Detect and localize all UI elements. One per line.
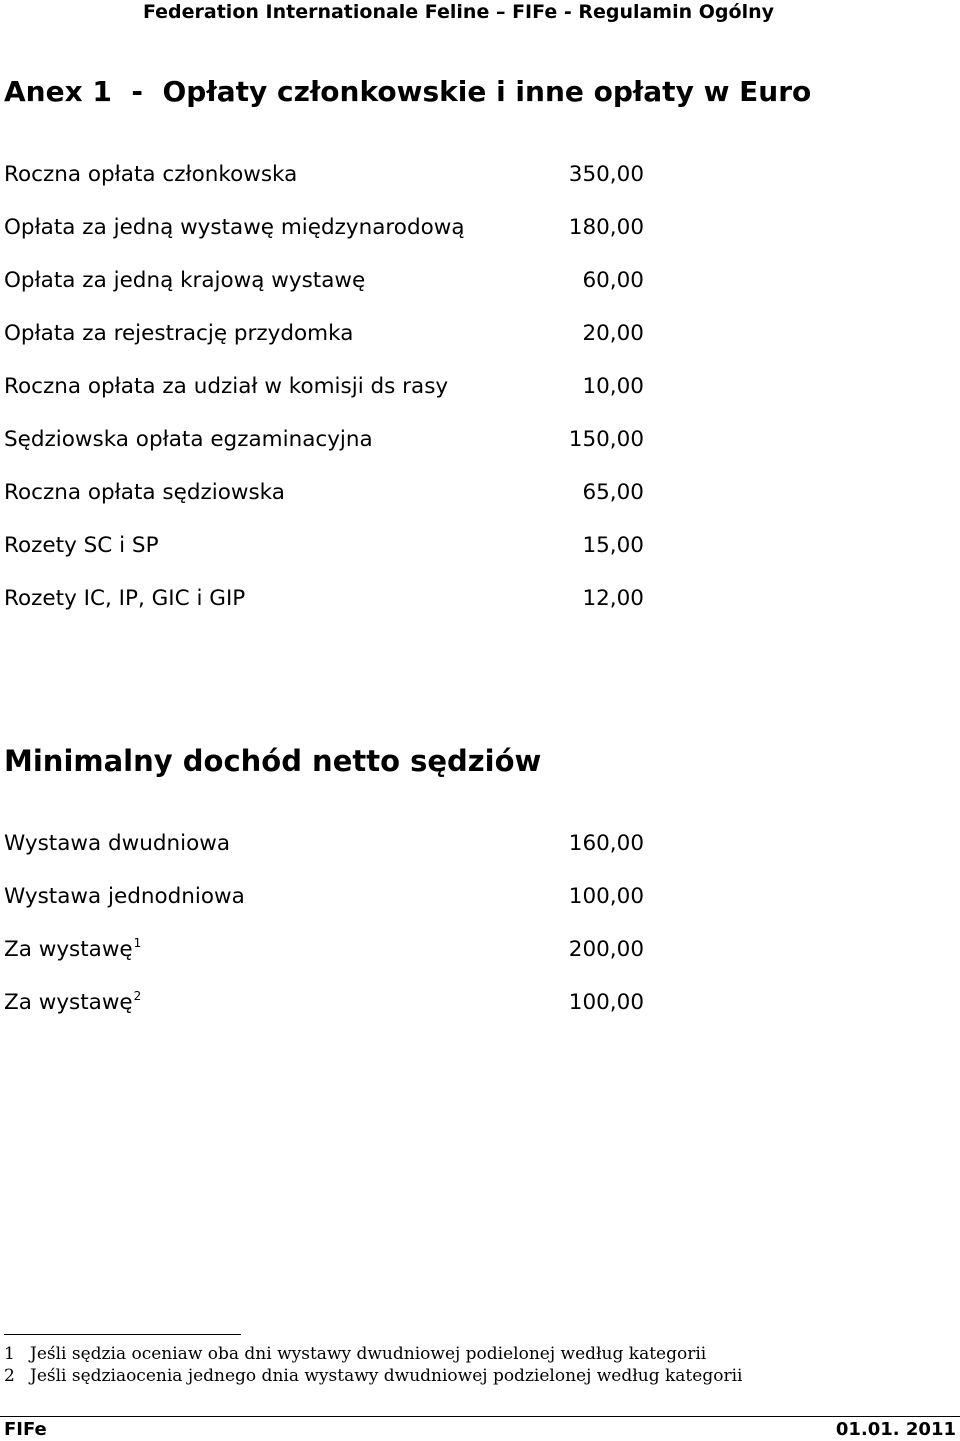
- income-label-text: Za wystawę: [4, 937, 133, 962]
- footnote: [4, 1343, 742, 1365]
- fee-value: 12,00: [582, 586, 644, 611]
- footer-date: 01.01. 2011: [835, 1419, 956, 1440]
- income-value: 100,00: [568, 884, 644, 909]
- fee-value: 350,00: [568, 162, 644, 187]
- income-label-text: Wystawa dwudniowa: [4, 831, 231, 856]
- page-header-title: Federation Internationale Feline – FIFe - Regulamin Ogólny: [142, 1, 774, 23]
- income-row: [4, 934, 644, 987]
- fee-row: [4, 265, 644, 318]
- fee-row: [4, 318, 644, 371]
- fee-label: Opłata za jedną wystawę międzynarodową: [4, 215, 465, 240]
- income-label: [4, 881, 246, 913]
- footnotes: [4, 1343, 742, 1387]
- footnote-text: Jeśli sędzia oceniaw oba dni wystawy dwudniowej podielonej według kategorii: [30, 1344, 707, 1364]
- fee-row: [4, 530, 644, 583]
- income-row: [4, 828, 644, 881]
- fee-row: [4, 477, 644, 530]
- income-value: 200,00: [568, 937, 644, 962]
- income-row: [4, 881, 644, 934]
- fee-label: Roczna opłata za udział w komisji ds rasy: [4, 374, 449, 399]
- income-value: 160,00: [568, 831, 644, 856]
- fee-label: Roczna opłata członkowska: [4, 162, 298, 187]
- income-label-text: Wystawa jednodniowa: [4, 884, 245, 909]
- footnote-separator: [4, 1334, 241, 1335]
- fee-value: 65,00: [582, 480, 644, 505]
- judges-income-title: Minimalny dochód netto sędziów: [4, 744, 542, 778]
- income-row: [4, 987, 644, 1040]
- fee-label: Opłata za rejestrację przydomka: [4, 321, 354, 346]
- fees-list: [4, 159, 644, 636]
- fee-value: 15,00: [582, 533, 644, 558]
- fee-value: 20,00: [582, 321, 644, 346]
- footer-org: FIFe: [4, 1419, 47, 1440]
- judges-income-list: [4, 828, 644, 1040]
- footnote-number: 2: [4, 1366, 15, 1386]
- fee-value: 10,00: [582, 374, 644, 399]
- fee-label: Rozety SC i SP: [4, 533, 159, 558]
- footnote-number: 1: [4, 1344, 15, 1364]
- footnote-ref: 1: [133, 935, 142, 950]
- income-label: [4, 987, 141, 1019]
- footnote: [4, 1365, 742, 1387]
- fee-label: Sędziowska opłata egzaminacyjna: [4, 427, 373, 452]
- fee-row: [4, 371, 644, 424]
- footer-divider: [0, 1416, 960, 1417]
- fee-value: 180,00: [568, 215, 644, 240]
- income-label: [4, 934, 141, 966]
- fee-row: [4, 583, 644, 636]
- income-value: 100,00: [568, 990, 644, 1015]
- footnote-text: Jeśli sędziaocenia jednego dnia wystawy dwudniowej podzielonej według kategorii: [30, 1366, 743, 1386]
- fee-value: 150,00: [568, 427, 644, 452]
- footnote-ref: 2: [133, 988, 142, 1003]
- fee-row: [4, 212, 644, 265]
- fee-label: Opłata za jedną krajową wystawę: [4, 268, 366, 293]
- income-label: [4, 828, 231, 860]
- fee-row: [4, 159, 644, 212]
- fee-row: [4, 424, 644, 477]
- fee-label: Roczna opłata sędziowska: [4, 480, 285, 505]
- fee-value: 60,00: [582, 268, 644, 293]
- income-label-text: Za wystawę: [4, 990, 133, 1015]
- fee-label: Rozety IC, IP, GIC i GIP: [4, 586, 246, 611]
- annex-title: Anex 1 - Opłaty członkowskie i inne opłaty w Euro: [4, 75, 812, 108]
